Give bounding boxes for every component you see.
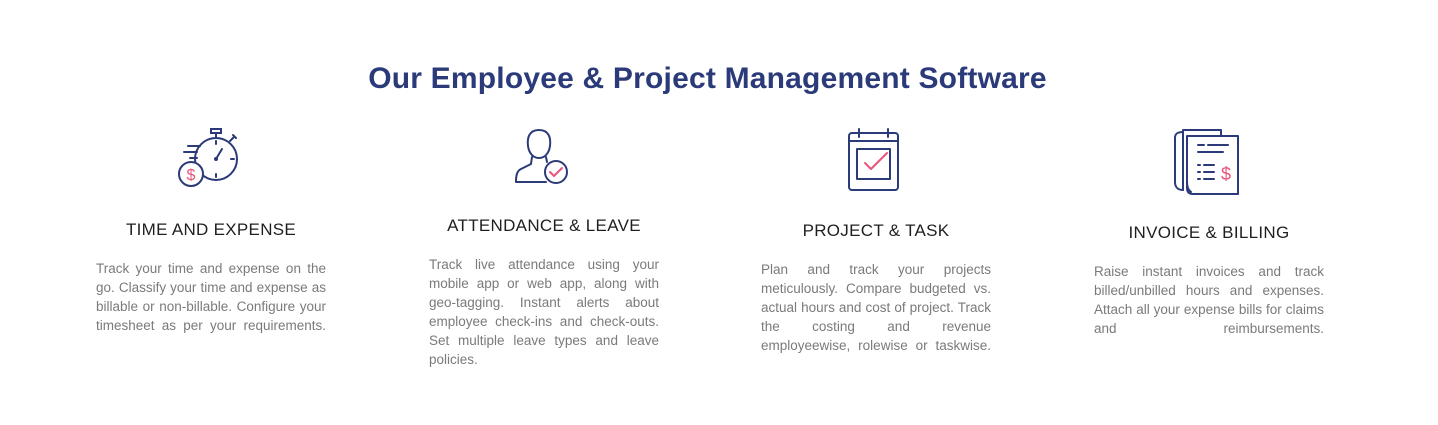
user-check-icon bbox=[513, 126, 573, 193]
feature-title: PROJECT & TASK bbox=[802, 221, 950, 240]
feature-description: Plan and track your projects meticulously. Compare budgeted vs. actual hours and cost of project. Track the costing and revenue employeewise, rolewise or taskwise. bbox=[761, 262, 991, 353]
feature-title: TIME AND EXPENSE bbox=[125, 220, 297, 239]
feature-description: Track your time and expense on the go. Classify your time and expense as billable or non-billable. Configure your timesheet as per your requirements. bbox=[96, 261, 326, 333]
feature-title: INVOICE & BILLING bbox=[1128, 223, 1290, 242]
invoice-dollar-icon bbox=[1173, 126, 1241, 201]
page-title: Our Employee & Project Management Software bbox=[368, 62, 1047, 96]
feature-description: Raise instant invoices and track billed/unbilled hours and expenses. Attach all your expense bills for claims and reimbursements. bbox=[1094, 264, 1324, 336]
svg-text:$: $ bbox=[186, 167, 196, 184]
feature-description: Track live attendance using your mobile app or web app, along with geo-tagging. Instant alerts about employee check-ins and check-outs. Set multiple leave types and leave policies. bbox=[429, 257, 659, 367]
feature-title: ATTENDANCE & LEAVE bbox=[447, 216, 641, 235]
stopwatch-dollar-icon bbox=[176, 126, 242, 195]
calendar-check-icon bbox=[847, 127, 901, 198]
svg-text:$: $ bbox=[1220, 164, 1232, 184]
